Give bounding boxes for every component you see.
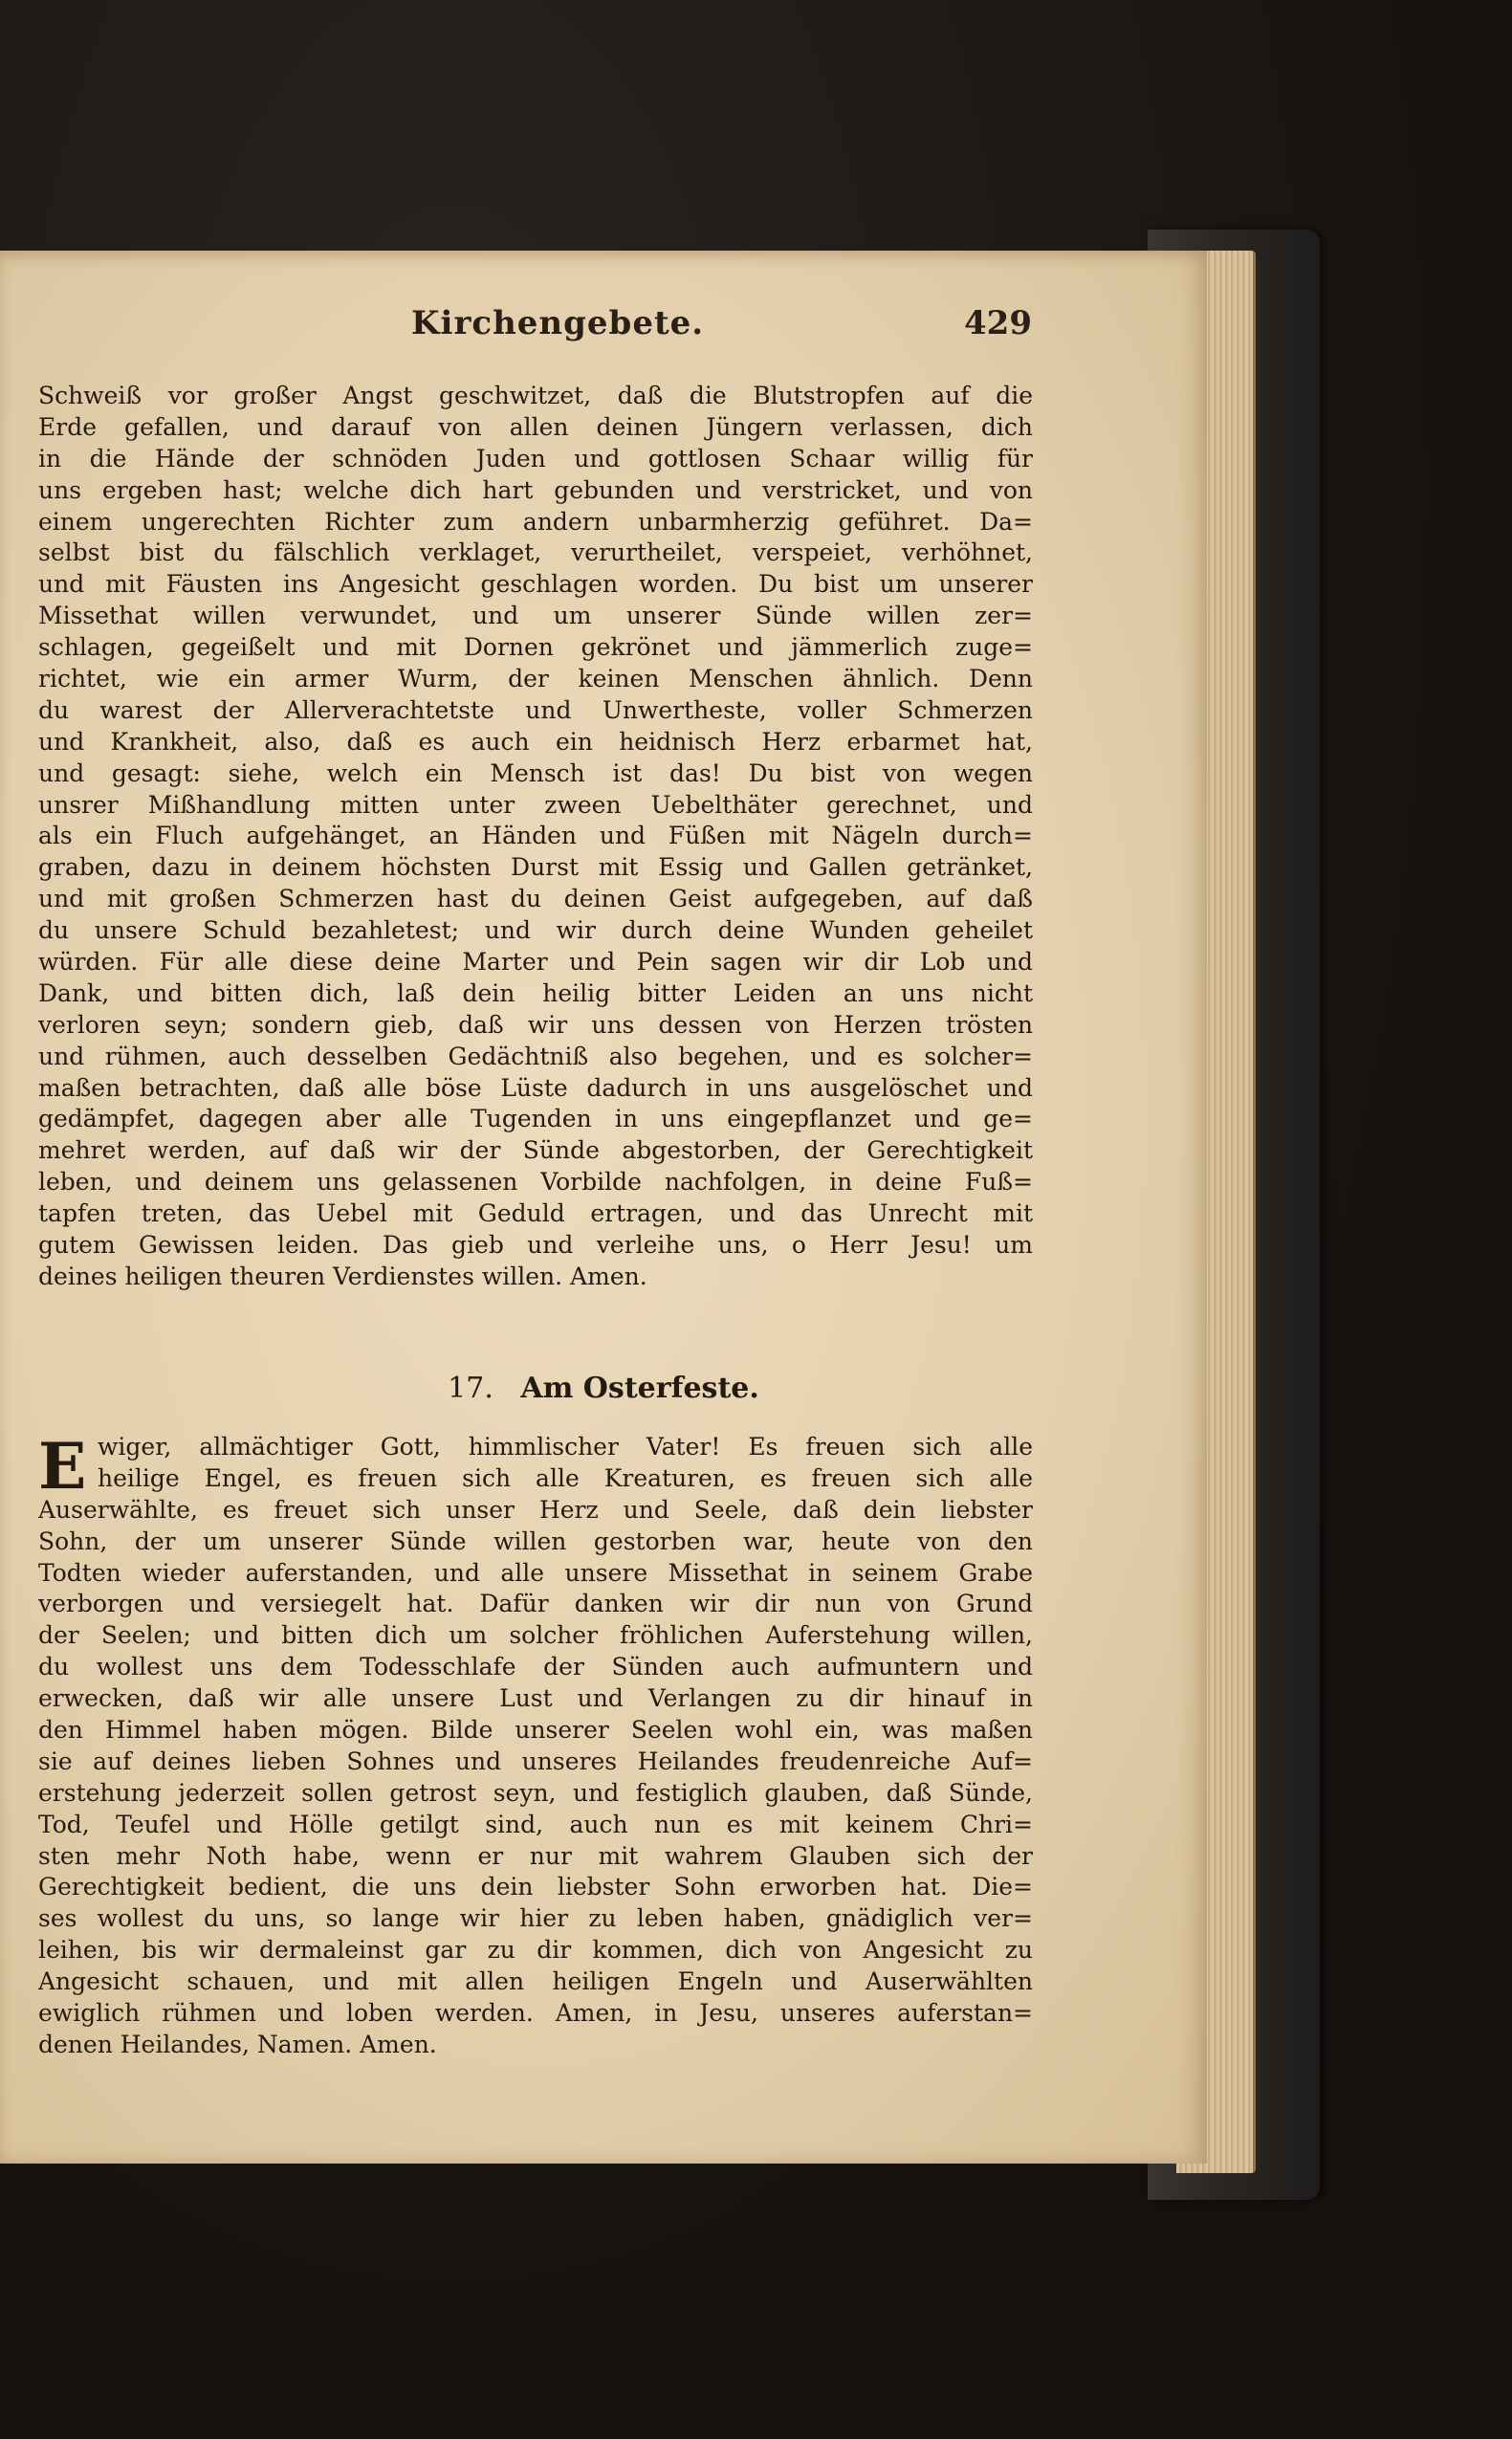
- text-line: heilige Engel, es freuen sich alle Kreaturen, es freuen sich alle: [98, 1463, 1033, 1492]
- text-line: gutem Gewissen leiden. Das gieb und verleihe uns, o Herr Jesu! um: [38, 1231, 1033, 1260]
- text-line: deines heiligen theuren Verdienstes willen. Amen.: [38, 1262, 647, 1290]
- text-line: Todten wieder auferstanden, und alle unsere Missethat in seinem Grabe: [38, 1558, 1033, 1587]
- text-line: du unsere Schuld bezahletest; und wir durch deine Wunden geheilet: [38, 916, 1033, 945]
- running-head: Kirchengebete.: [411, 304, 705, 342]
- section-heading: [0, 1372, 1207, 1405]
- text-line: und rühmen, auch desselben Gedächtniß also begehen, und es solcher=: [38, 1042, 1033, 1070]
- text-line: ses wollest du uns, so lange wir hier zu leben haben, gnädiglich ver=: [38, 1904, 1033, 1933]
- text-line: unsrer Mißhandlung mitten unter zween Uebelthäter gerechnet, und: [38, 790, 1033, 819]
- text-line: maßen betrachten, daß alle böse Lüste dadurch in uns ausgelöschet und: [38, 1073, 1033, 1102]
- text-line: verborgen und versiegelt hat. Dafür danken wir dir nun von Grund: [38, 1590, 1033, 1618]
- drop-cap: E: [38, 1429, 87, 1504]
- text-line: der Seelen; und bitten dich um solcher fröhlichen Auferstehung willen,: [38, 1621, 1033, 1650]
- text-line: du warest der Allerverachtetste und Unwertheste, voller Schmerzen: [38, 695, 1033, 724]
- text-line: und Krankheit, also, daß es auch ein heidnisch Herz erbarmet hat,: [38, 727, 1033, 756]
- text-line: mehret werden, auf daß wir der Sünde abgestorben, der Gerechtigkeit: [38, 1136, 1033, 1165]
- text-line: einem ungerechten Richter zum andern unbarmherzig geführet. Da=: [38, 507, 1033, 536]
- text-line: als ein Fluch aufgehänget, an Händen und Füßen mit Nägeln durch=: [38, 822, 1033, 850]
- text-line: den Himmel haben mögen. Bilde unserer Seelen wohl ein, was maßen: [38, 1716, 1033, 1745]
- text-line: Sohn, der um unserer Sünde willen gestorben war, heute von den: [38, 1527, 1033, 1555]
- text-line: erstehung jederzeit sollen getrost seyn, und festiglich glauben, daß Sünde,: [38, 1778, 1033, 1807]
- text-line: verloren seyn; sondern gieb, daß wir uns dessen von Herzen trösten: [38, 1010, 1033, 1039]
- text-line: Erde gefallen, und darauf von allen deinen Jüngern verlassen, dich: [38, 412, 1033, 441]
- text-line: tapfen treten, das Uebel mit Geduld ertragen, und das Unrecht mit: [38, 1199, 1033, 1228]
- text-line: Gerechtigkeit bedient, die uns dein liebster Sohn erworben hat. Die=: [38, 1873, 1033, 1901]
- text-line: Schweiß vor großer Angst geschwitzet, daß die Blutstropfen auf die: [38, 382, 1033, 409]
- text-line: erwecken, daß wir alle unsere Lust und Verlangen zu dir hinauf in: [38, 1684, 1033, 1713]
- text-line: sten mehr Noth habe, wenn er nur mit wahrem Glauben sich der: [38, 1841, 1033, 1870]
- text-line: Tod, Teufel und Hölle getilgt sind, auch nun es mit keinem Chri=: [38, 1810, 1033, 1838]
- text-line: denen Heilandes, Namen. Amen.: [38, 2030, 437, 2058]
- text-line: graben, dazu in deinem höchsten Durst mit Essig und Gallen getränket,: [38, 853, 1033, 882]
- text-line: leben, und deinem uns gelassenen Vorbilde nachfolgen, in deine Fuß=: [38, 1168, 1033, 1197]
- text-line: Dank, und bitten dich, laß dein heilig bitter Leiden an uns nicht: [38, 978, 1033, 1007]
- text-line: Angesicht schauen, und mit allen heiligen Engeln und Auserwählten: [38, 1967, 1033, 1996]
- easter-prayer-paragraph: [38, 1429, 1033, 2061]
- section-number: 17.: [448, 1372, 493, 1405]
- text-line: schlagen, gegeißelt und mit Dornen gekrönet und jämmerlich zuge=: [38, 633, 1033, 662]
- text-line: wiger, allmächtiger Gott, himmlischer Vater! Es freuen sich alle: [98, 1433, 1033, 1461]
- text-line: und mit Fäusten ins Angesicht geschlagen worden. Du bist um unserer: [38, 570, 1033, 599]
- section-title: Am Osterfeste.: [520, 1372, 759, 1405]
- text-line: Missethat willen verwundet, und um unserer Sünde willen zer=: [38, 602, 1033, 630]
- text-line: sie auf deines lieben Sohnes und unseres Heilandes freudenreiche Auf=: [38, 1747, 1033, 1775]
- text-line: gedämpfet, dagegen aber alle Tugenden in uns eingepflanzet und ge=: [38, 1105, 1033, 1133]
- text-line: leihen, bis wir dermaleinst gar zu dir kommen, dich von Angesicht zu: [38, 1936, 1033, 1965]
- text-line: und gesagt: siehe, welch ein Mensch ist das! Du bist von wegen: [38, 758, 1033, 787]
- text-line: Auserwählte, es freuet sich unser Herz und Seele, daß dein liebster: [38, 1495, 1033, 1524]
- text-line: ewiglich rühmen und loben werden. Amen, in Jesu, unseres auferstan=: [38, 1999, 1033, 2028]
- text-line: in die Hände der schnöden Juden und gottlosen Schaar willig für: [38, 444, 1033, 472]
- text-line: uns ergeben hast; welche dich hart gebunden und verstricket, und von: [38, 475, 1033, 504]
- text-line: du wollest uns dem Todesschlafe der Sünden auch aufmuntern und: [38, 1653, 1033, 1681]
- page-header: [0, 304, 1207, 362]
- prayer-paragraph-continued: [38, 381, 1033, 1293]
- text-line: selbst bist du fälschlich verklaget, verurtheilet, verspeiet, verhöhnet,: [38, 538, 1033, 567]
- text-line: und mit großen Schmerzen hast du deinen Geist aufgegeben, auf daß: [38, 885, 1033, 913]
- text-line: richtet, wie ein armer Wurm, der keinen Menschen ähnlich. Denn: [38, 665, 1033, 693]
- text-line: würden. Für alle diese deine Marter und Pein sagen wir dir Lob und: [38, 948, 1033, 977]
- page-number: 429: [964, 304, 1032, 342]
